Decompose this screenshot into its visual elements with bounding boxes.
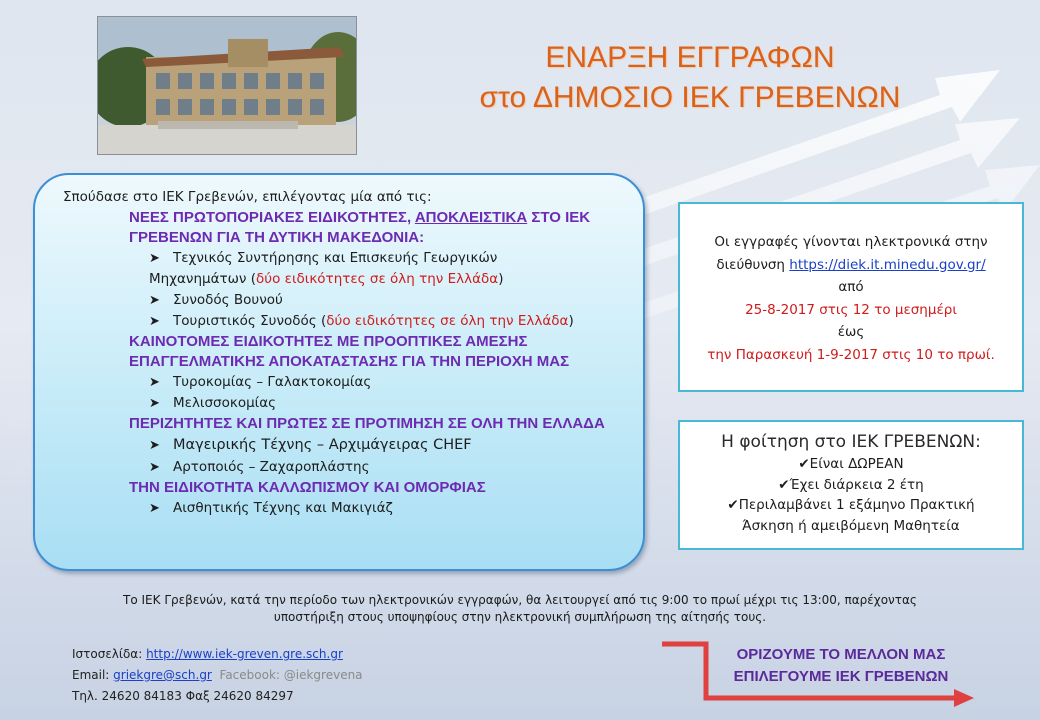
- study-title: Η φοίτηση στο ΙΕΚ ΓΡΕΒΕΝΩΝ:: [721, 432, 981, 452]
- website-label: Ιστοσελίδα:: [72, 647, 147, 661]
- study-point-text: Έχει διάρκεια 2 έτη: [789, 476, 924, 493]
- item-text-continued: [149, 269, 623, 290]
- arrowhead-bullet-icon: ➤: [149, 251, 160, 266]
- list-item: [149, 498, 623, 519]
- item-text-b: Μηχανημάτων (: [149, 271, 257, 287]
- section-heading-new: [129, 208, 623, 248]
- arrowhead-bullet-icon: ➤: [149, 314, 160, 329]
- title-line-2: στο ΔΗΜΟΣΙΟ ΙΕΚ ΓΡΕΒΕΝΩΝ: [479, 81, 901, 114]
- registration-start: 25-8-2017 στις 12 το μεσημέρι: [745, 301, 957, 318]
- section-heading-innovative: ΚΑΙΝΟΤΟΜΕΣ ΕΙΔΙΚΟΤΗΤΕΣ ΜΕ ΠΡΟΟΠΤΙΚΕΣ ΑΜΕΣΗΣ ΕΠΑΓΓΕΛΜΑΤΙΚΗΣ ΑΠΟΚΑΤΑΣΤΑΣΗΣ ΓΙΑ ΤΗΝ ΠΕΡΙΟΧΗ ΜΑΣ: [129, 333, 570, 370]
- list-item: [149, 248, 623, 290]
- email-label: Email:: [72, 668, 114, 682]
- item-text: Αρτοποιός – Ζαχαροπλάστης: [173, 459, 370, 475]
- website-link[interactable]: http://www.iek-greven.gre.sch.gr: [146, 647, 343, 661]
- list-item: [149, 311, 623, 332]
- section-heading-new-b: ΑΠΟΚΛΕΙΣΤΙΚΑ: [414, 209, 528, 226]
- website-row: [72, 644, 492, 665]
- email-row: [72, 665, 492, 686]
- list-item: [149, 457, 623, 478]
- registration-info: [678, 202, 1024, 392]
- section-heading-popular: ΠΕΡΙΖΗΤΗΤΕΣ ΚΑΙ ΠΡΩΤΕΣ ΣΕ ΠΡΟΤΙΜΗΣΗ ΣΕ ΟΛΗ ΤΗΝ ΕΛΛΑΔΑ: [129, 415, 605, 432]
- item-text-c: ): [498, 271, 504, 287]
- item-text: Τυροκομίας – Γαλακτοκομίας: [173, 374, 372, 390]
- registration-from: από: [838, 279, 864, 295]
- registration-line-2: [688, 254, 1014, 277]
- list-item: [149, 393, 623, 414]
- item-text: Τουριστικός Συνοδός (: [173, 313, 327, 329]
- list-item: [149, 434, 623, 457]
- registration-prefix: διεύθυνση: [716, 256, 790, 273]
- contact-info: [72, 644, 492, 707]
- item-text: Μελισσοκομίας: [173, 395, 277, 411]
- phone-row: Τηλ. 24620 84183 Φαξ 24620 84297: [72, 689, 294, 703]
- list-item: [149, 372, 623, 393]
- programs-intro: Σπούδασε στο ΙΕΚ Γρεβενών, επιλέγοντας μία από τις:: [63, 189, 432, 205]
- motto: [706, 644, 976, 688]
- registration-end: την Παρασκευή 1-9-2017 στις 10 το πρωί.: [707, 346, 995, 363]
- item-text: Τεχνικός Συντήρησης και Επισκευής Γεωργικών: [173, 250, 498, 266]
- arrowhead-bullet-icon: ➤: [149, 460, 160, 475]
- arrowhead-bullet-icon: ➤: [149, 501, 160, 516]
- item-text: Συνοδός Βουνού: [173, 292, 283, 308]
- study-info: [678, 420, 1024, 550]
- arrowhead-bullet-icon: ➤: [149, 375, 160, 390]
- check-mark-icon: ✔: [778, 476, 790, 493]
- section-heading-new-a: ΝΕΕΣ ΠΡΩΤΟΠΟΡΙΑΚΕΣ ΕΙΔΙΚΟΤΗΤΕΣ,: [129, 209, 415, 226]
- registration-link[interactable]: https://diek.it.minedu.gov.gr/: [789, 256, 986, 273]
- motto-line-2: ΕΠΙΛΕΓΟΥΜΕ ΙΕΚ ΓΡΕΒΕΝΩΝ: [733, 668, 949, 685]
- study-point: [686, 495, 1016, 516]
- programs-panel: [33, 173, 645, 571]
- section-heading-new-c: ΣΤΟ ΙΕΚ ΓΡΕΒΕΝΩΝ ΓΙΑ ΤΗ ΔΥΤΙΚΗ ΜΑΚΕΔΟΝΙΑ:: [129, 209, 591, 246]
- item-text: Αισθητικής Τέχνης και Μακιγιάζ: [173, 500, 393, 516]
- item-text: Μαγειρικής Τέχνης – Αρχιμάγειρας CHEF: [173, 437, 472, 453]
- item-text-c: ): [568, 313, 574, 329]
- registration-line-1: Οι εγγραφές γίνονται ηλεκτρονικά στην: [714, 234, 988, 250]
- note-line-1: Το ΙΕΚ Γρεβενών, κατά την περίοδο των ηλεκτρονικών εγγραφών, θα λειτουργεί από τις 9:00 το πρωί μέχρι τις 13:00, παρέχοντας: [123, 593, 917, 607]
- item-highlight: δύο ειδικότητες σε όλη την Ελλάδα: [326, 313, 569, 329]
- section-heading-beauty: ΤΗΝ ΕΙΔΙΚΟΤΗΤΑ ΚΑΛΛΩΠΙΣΜΟΥ ΚΑΙ ΟΜΟΡΦΙΑΣ: [129, 479, 486, 496]
- arrowhead-bullet-icon: ➤: [149, 438, 160, 453]
- study-point-text: Περιλαμβάνει 1 εξάμηνο Πρακτική: [738, 497, 975, 513]
- arrowhead-bullet-icon: ➤: [149, 396, 160, 411]
- study-point-text: Είναι ΔΩΡΕΑΝ: [809, 456, 904, 472]
- item-highlight: δύο ειδικότητες σε όλη την Ελλάδα: [256, 271, 499, 287]
- study-point-continued: Άσκηση ή αμειβόμενη Μαθητεία: [742, 517, 960, 534]
- registration-until: έως: [837, 324, 865, 340]
- study-point: [686, 475, 1016, 496]
- page-title: [430, 38, 950, 118]
- title-line-1: ΕΝΑΡΞΗ ΕΓΓΡΑΦΩΝ: [545, 41, 835, 74]
- facebook-handle: Facebook: @iekgrevena: [219, 668, 363, 682]
- list-item: [149, 290, 623, 311]
- note-line-2: υποστήριξη στους υποψηφίους στην ηλεκτρονική συμπλήρωση της αίτησής τους.: [273, 610, 767, 624]
- operating-hours-note: [20, 592, 1020, 626]
- study-point: [686, 454, 1016, 475]
- email-link[interactable]: griekgre@sch.gr: [113, 668, 212, 682]
- check-mark-icon: ✔: [727, 497, 739, 513]
- arrowhead-bullet-icon: ➤: [149, 293, 160, 308]
- check-mark-icon: ✔: [798, 456, 810, 472]
- motto-line-1: ΟΡΙΖΟΥΜΕ ΤΟ ΜΕΛΛΟΝ ΜΑΣ: [736, 646, 946, 663]
- school-building-photo: [97, 16, 357, 155]
